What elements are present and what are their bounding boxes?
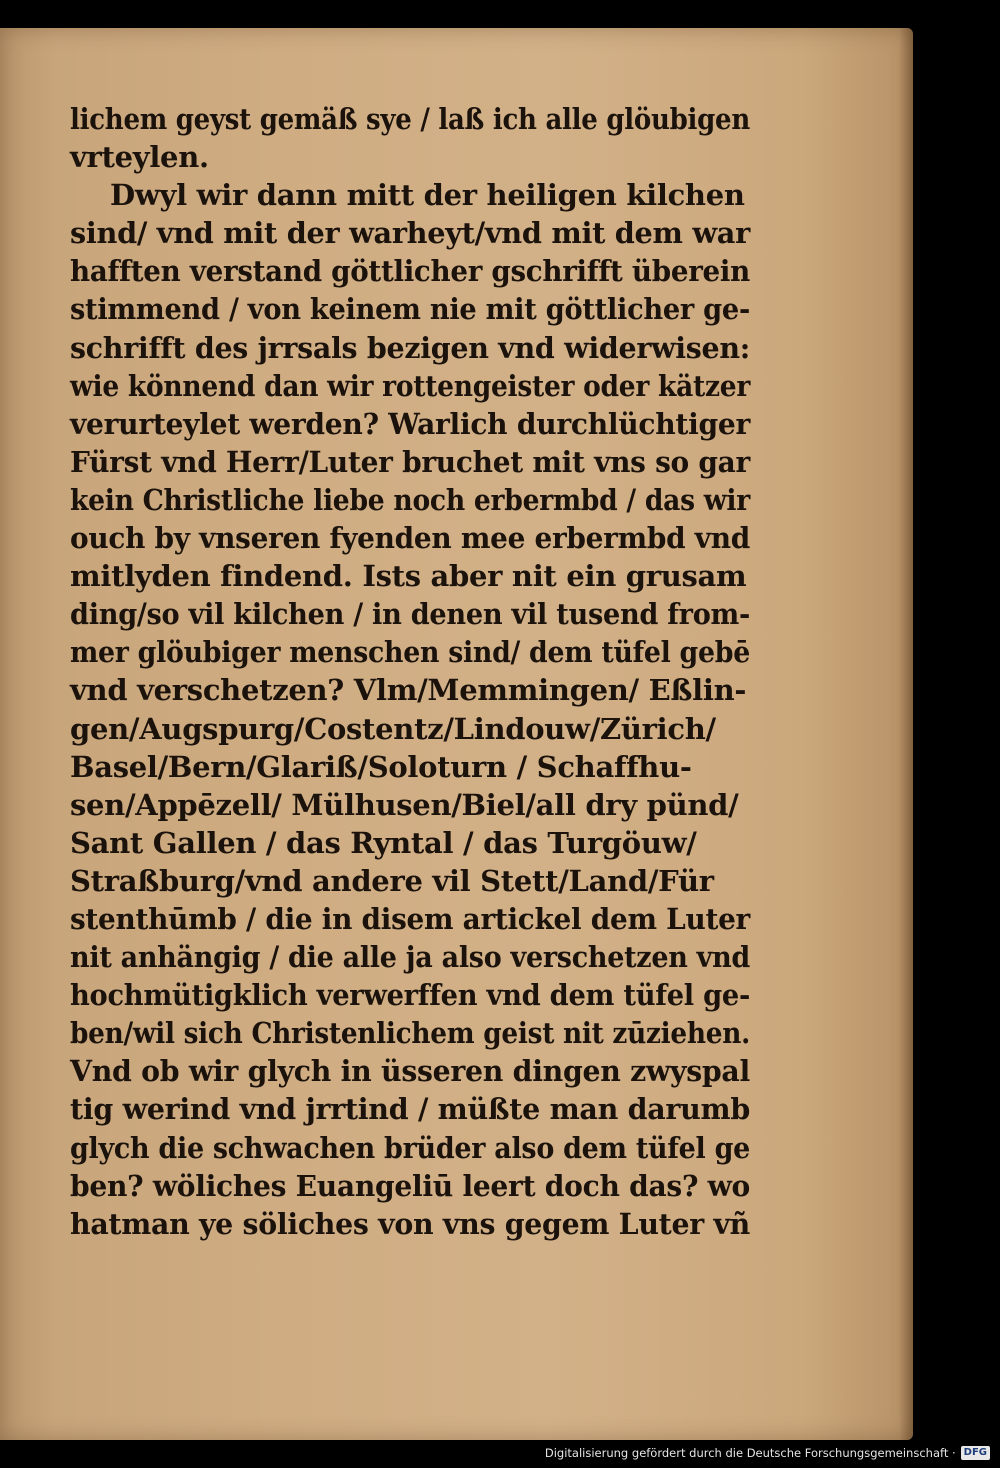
text-line: glych die schwachen brüder also dem tüfel ge — [70, 1130, 751, 1165]
text-line: verurteylet werden? Warlich durchlüchtiger — [70, 406, 750, 441]
funding-credit: Digitalisierung gefördert durch die Deutsche Forschungsgemeinschaft · — [544, 1446, 956, 1460]
text-line: vnd verschetzen? Vlm/Memmingen/ Eßlin- — [70, 673, 747, 708]
text-line: mer glöubiger menschen sind/ dem tüfel gebē — [70, 635, 750, 670]
text-line: hochmütigklich verwerffen vnd dem tüfel ge- — [70, 978, 751, 1013]
text-line: ding/so vil kilchen / in denen vil tusend from- — [70, 597, 750, 632]
text-line: ouch by vnseren fyenden mee erbermbd vnd — [70, 521, 751, 556]
text-line: Basel/Bern/Glariß/Soloturn / Schaffhu- — [70, 749, 692, 784]
text-line: nit anhängig / die alle ja also verschetzen vnd — [70, 940, 751, 975]
text-line: hatman ye söliches von vns gegem Luter vñ — [70, 1206, 751, 1241]
text-line: lichem geyst gemäß sye / laß ich alle glöubigen — [70, 102, 750, 136]
dfg-logo: DFG — [961, 1446, 990, 1460]
text-line: mitlyden findend. Ists aber nit ein grusam — [70, 559, 747, 594]
scanned-page — [0, 28, 913, 1440]
text-line: schrifft des jrrsals bezigen vnd widerwisen: — [70, 330, 751, 365]
page-text — [70, 100, 750, 1243]
text-line: Dwyl wir dann mitt der heiligen kilchen — [110, 178, 745, 213]
funding-footer — [545, 1442, 990, 1464]
text-line: Vnd ob wir glych in üsseren dingen zwyspal — [70, 1054, 750, 1089]
text-line: gen/Augspurg/Costentz/Lindouw/Zürich/ — [70, 711, 716, 746]
text-line: vrteylen. — [70, 140, 209, 175]
text-line: wie könnend dan wir rottengeister oder kätzer — [70, 368, 751, 403]
text-line: ben/wil sich Christenlichem geist nit zūziehen. — [70, 1016, 751, 1051]
text-line: sind/ vnd mit der warheyt/vnd mit dem war — [70, 216, 750, 251]
text-line: sen/Appēzell/ Mülhusen/Biel/all dry pünd/ — [70, 787, 739, 822]
text-line: Straßburg/vnd andere vil Stett/Land/Für — [70, 863, 714, 898]
text-line: stenthūmb / die in disem artickel dem Luter — [70, 901, 750, 936]
text-line: ben? wöliches Euangeliū leert doch das? wo — [70, 1168, 751, 1203]
text-line: Fürst vnd Herr/Luter bruchet mit vns so gar — [70, 444, 750, 479]
text-line: kein Christliche liebe noch erbermbd / das wir — [70, 482, 750, 517]
text-line: stimmend / von keinem nie mit göttlicher ge- — [70, 292, 750, 327]
text-line: Sant Gallen / das Ryntal / das Turgöuw/ — [70, 825, 697, 860]
text-line: tig werind vnd jrrtind / müßte man darumb — [70, 1092, 750, 1127]
text-line: hafften verstand göttlicher gschrifft überein — [70, 254, 750, 289]
